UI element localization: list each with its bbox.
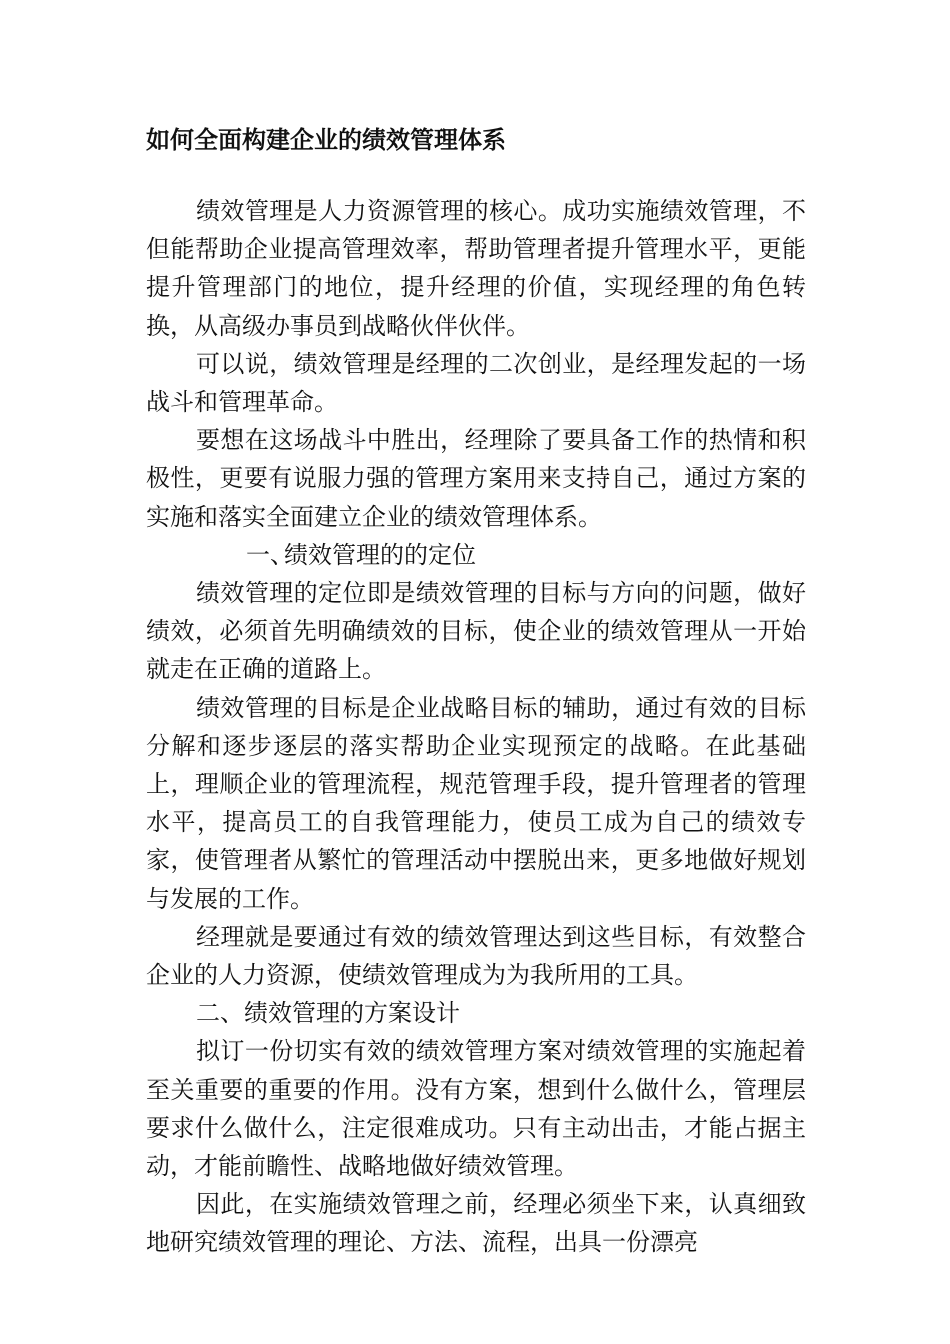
paragraph: 绩效管理的定位即是绩效管理的目标与方向的问题，做好绩效，必须首先明确绩效的目标，使企业的绩效管理从一开始就走在正确的道路上。 — [146, 579, 806, 684]
paragraph: 要想在这场战斗中胜出，经理除了要具备工作的热情和积极性，更要有说服力强的管理方案用来支持自己，通过方案的实施和落实全面建立企业的绩效管理体系。 — [146, 426, 806, 531]
section-heading-2: 二、绩效管理的方案设计 — [196, 999, 460, 1028]
paragraph: 可以说，绩效管理是经理的二次创业，是经理发起的一场战斗和管理革命。 — [146, 349, 806, 417]
paragraph: 经理就是要通过有效的绩效管理达到这些目标，有效整合企业的人力资源，使绩效管理成为为我所用的工具。 — [146, 922, 806, 990]
section-heading-text: 绩效管理的的定位 — [284, 540, 476, 569]
paragraph: 绩效管理是人力资源管理的核心。成功实施绩效管理，不但能帮助企业提高管理效率，帮助管理者提升管理水平，更能提升管理部门的地位，提升经理的价值，实现经理的角色转换，从高级办事员到战略伙伴伙伴。 — [146, 197, 806, 340]
document-body — [146, 192, 806, 1262]
paragraph: 绩效管理的目标是企业战略目标的辅助，通过有效的目标分解和逐步逐层的落实帮助企业实现预定的战略。在此基础上，理顺企业的管理流程，规范管理手段，提升管理者的管理水平，提高员工的自我管理能力，使员工成为自己的绩效专家，使管理者从繁忙的管理活动中摆脱出来，更多地做好规划与发展的工作。 — [146, 693, 806, 913]
document-title: 如何全面构建企业的绩效管理体系 — [146, 125, 506, 154]
section-number: 一、 — [246, 540, 294, 569]
paragraph: 因此，在实施绩效管理之前，经理必须坐下来，认真细致地研究绩效管理的理论、方法、流程，出具一份漂亮 — [146, 1190, 806, 1257]
section-heading-1 — [146, 536, 806, 574]
paragraph: 拟订一份切实有效的绩效管理方案对绩效管理的实施起着至关重要的重要的作用。没有方案，想到什么做什么，管理层要求什么做什么，注定很难成功。只有主动出击，才能占据主动，才能前瞻性、战略地做好绩效管理。 — [146, 1037, 806, 1181]
